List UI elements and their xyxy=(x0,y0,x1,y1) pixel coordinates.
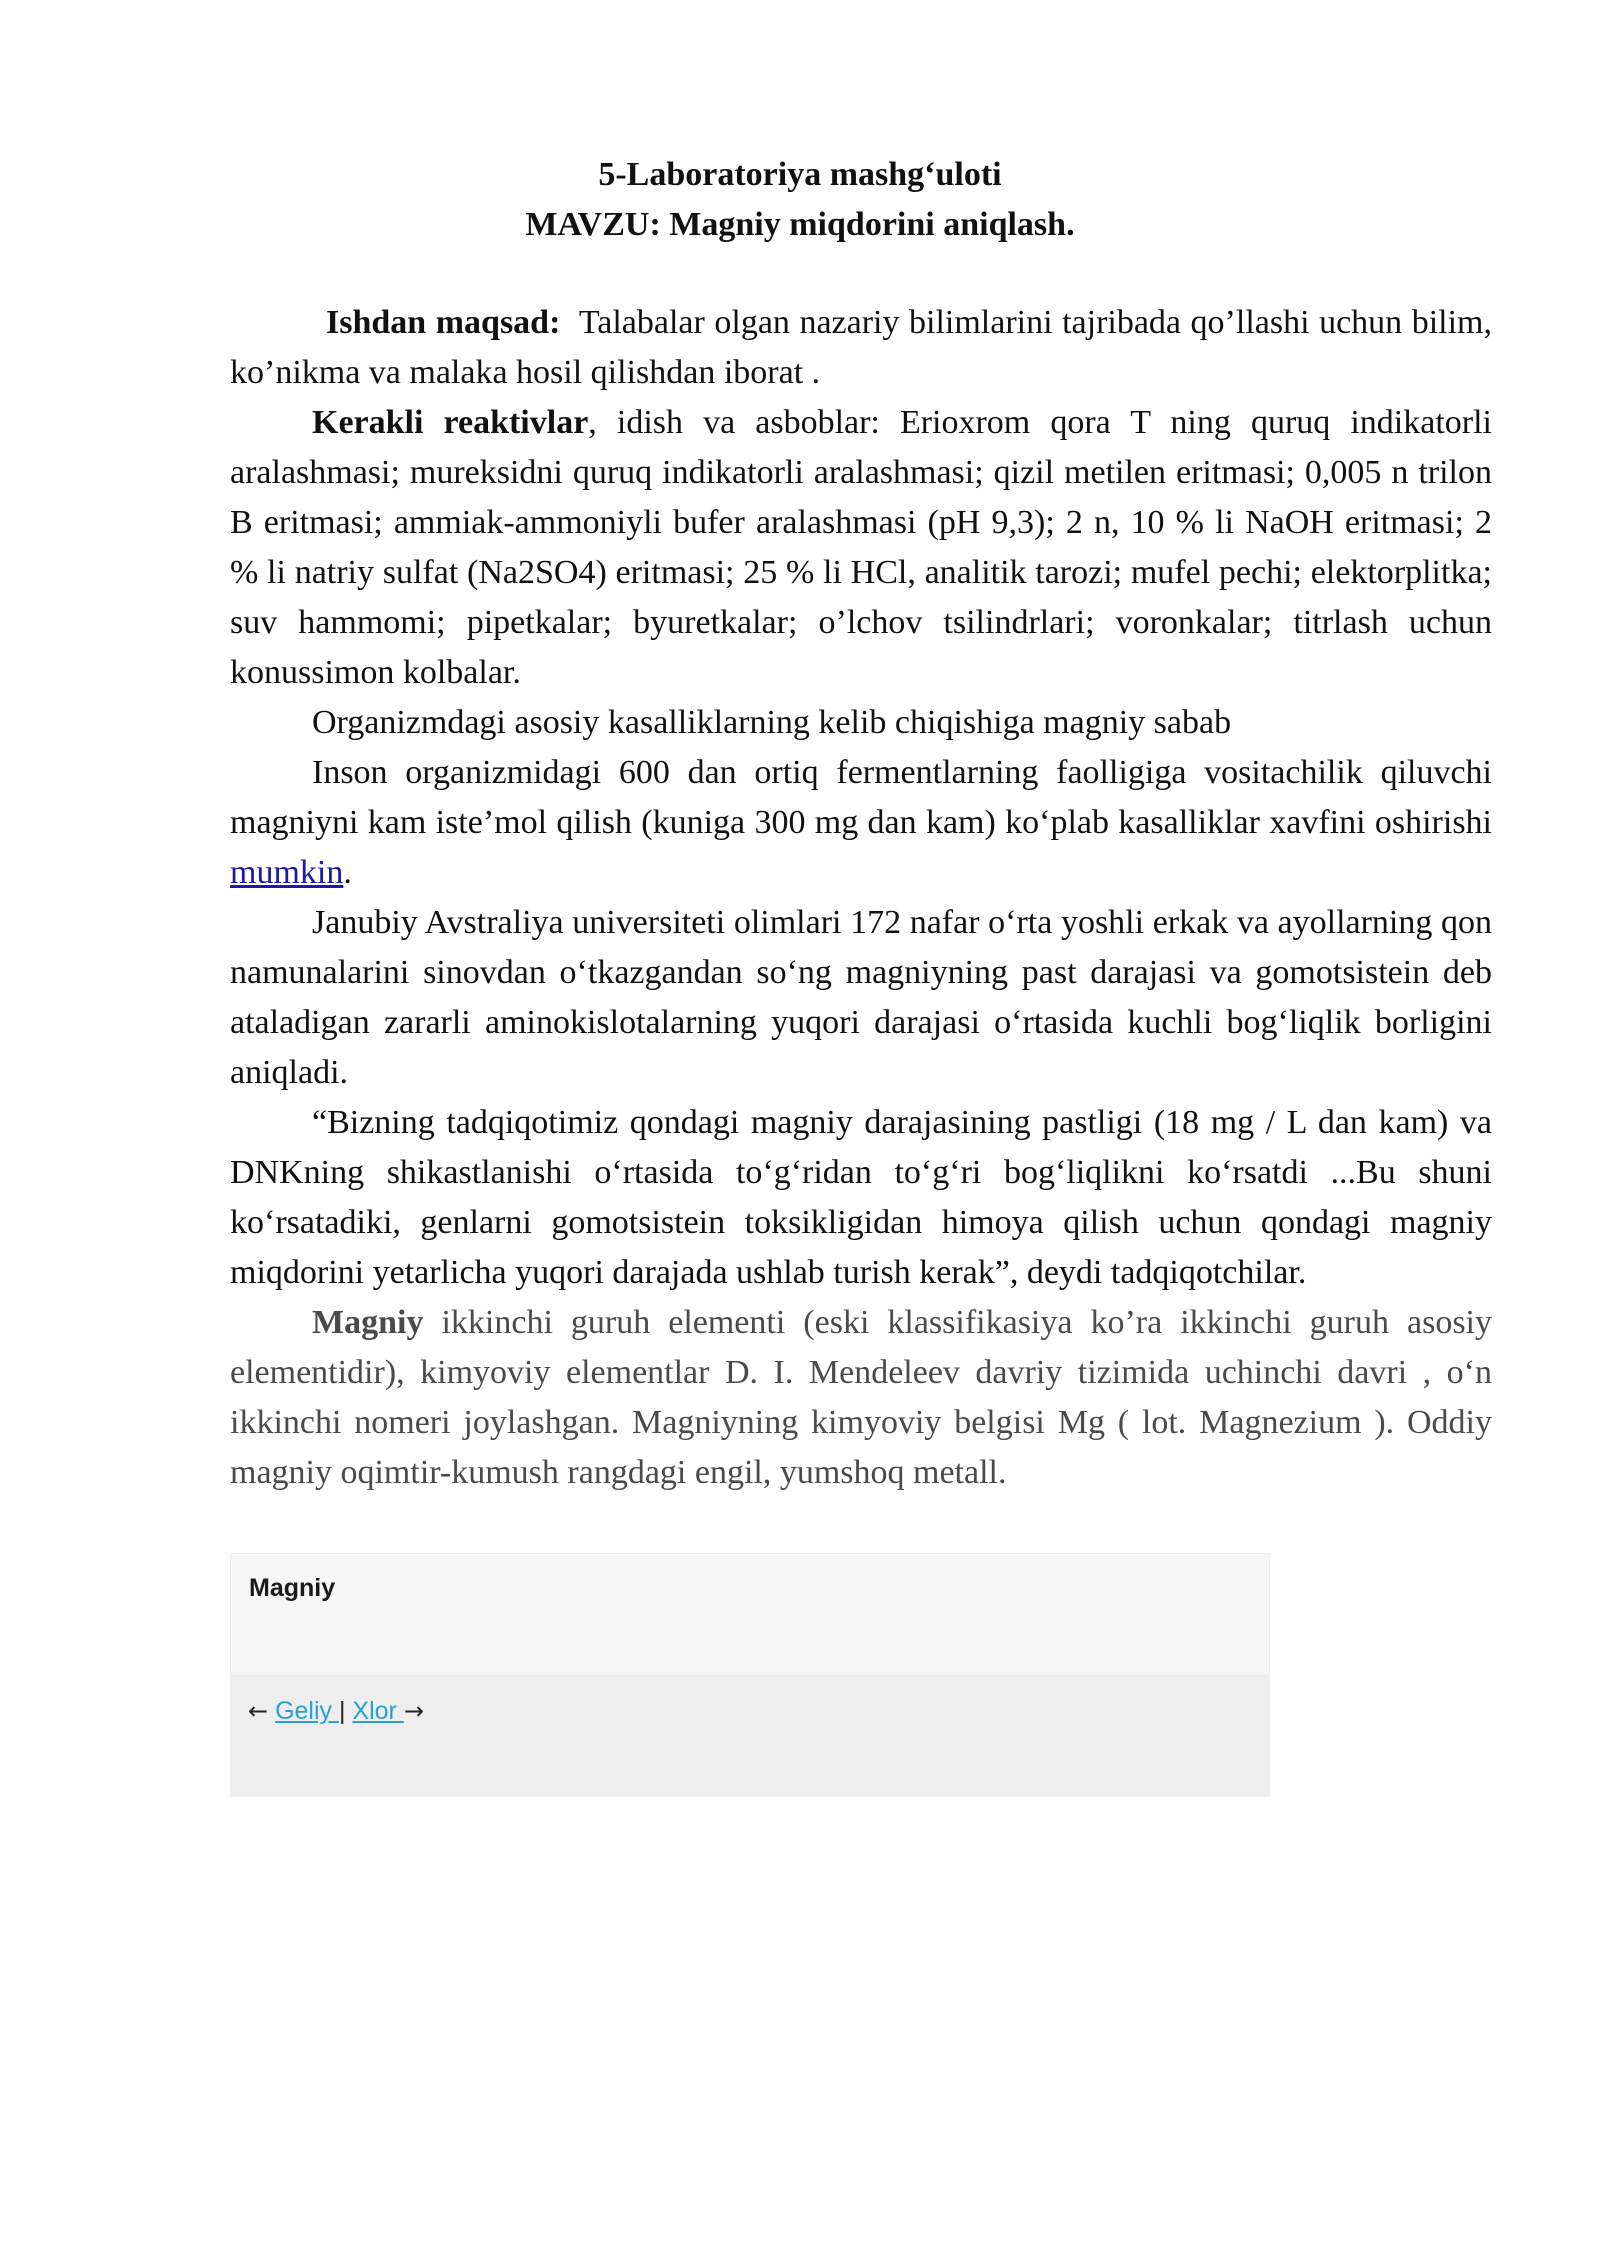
prev-element-link[interactable]: Geliy xyxy=(275,1697,339,1725)
lab-title: 5-Laboratoriya mashg‘uloti xyxy=(598,156,1002,193)
document-body xyxy=(230,298,1492,1498)
reagents-paragraph xyxy=(230,398,1492,698)
magnesium-text: ikkinchi guruh elementi (eski klassifikasiya ko’ra ikkinchi guruh asosiy elementidir), kimyoviy elementlar D. I. Mendeleev davriy tizimida uchinchi davri , o‘n ikkinchi nomeri joylashgan. Magniyning kimyoviy belgisi Mg ( lot. Magnezium ). Oddiy magniy oqimtir-kumush rangdagi engil, yumshoq metall. xyxy=(230,1304,1492,1491)
research-paragraph: Janubiy Avstraliya universiteti olimlari 172 nafar o‘rta yoshli erkak va ayollarning qon namunalarini sinovdan o‘tkazgandan so‘ng magniyning past darajasi va gomotsistein deb ataladigan zararli aminokislotalarning yuqori darajasi o‘rtasida kuchli bog‘liqlik borligini aniqladi. xyxy=(230,904,1492,1091)
mumkin-link[interactable]: mumkin xyxy=(230,854,344,891)
magnesium-paragraph xyxy=(230,1298,1492,1498)
infobox-heading: Magniy xyxy=(230,1553,1270,1675)
magnesium-label: Magniy xyxy=(312,1304,424,1341)
reagents-label: Kerakli reaktivlar xyxy=(312,404,589,441)
enzymes-tail: . xyxy=(343,854,352,891)
nav-separator: | xyxy=(338,1697,346,1725)
enzymes-paragraph xyxy=(230,748,1492,898)
reagents-text: , idish va asboblar: Erioxrom qora T ning quruq indikatorli aralashmasi; mureksidni quruq indikatorli aralashmasi; qizil metilen eritmasi; 0,005 n trilon B eritmasi; ammiak-ammoniyli bufer aralashmasi (pH 9,3); 2 n, 10 % li NaOH eritmasi; 2 % li natriy sulfat (Na2SO4) eritmasi; 25 % li HCl, analitik tarozi; mufel pechi; elektorplitka; suv hammomi; pipetkalar; byuretkalar; o’lchov tsilindrlari; voronkalar; titrlash uchun konussimon kolbalar. xyxy=(230,404,1493,691)
goal-paragraph xyxy=(230,298,1492,398)
enzymes-text: Inson organizmidagi 600 dan ortiq fermentlarning faolligiga vositachilik qiluvchi magniyni kam iste’mol qilish (kuniga 300 mg dan kam) ko‘plab kasalliklar xavfini oshirishi xyxy=(230,754,1492,841)
goal-text: Talabalar olgan nazariy bilimlarini tajribada qo’llashi uchun bilim, ko’nikma va malaka hosil qilishdan iborat . xyxy=(230,304,1492,391)
subheading-paragraph: Organizmdagi asosiy kasalliklarning kelib chiqishiga magniy sabab xyxy=(312,704,1232,741)
quote-paragraph: “Bizning tadqiqotimiz qondagi magniy darajasining pastligi (18 mg / L dan kam) va DNKning shikastlanishi o‘rtasida to‘g‘ridan to‘g‘ri bog‘liqlikni ko‘rsatdi ...Bu shuni ko‘rsatadiki, genlarni gomotsistein toksikligidan himoya qilish uchun qondagi magniy miqdorini yetarlicha yuqori darajada ushlab turish kerak”, deydi tadqiqotchilar. xyxy=(230,1104,1492,1291)
goal-label: Ishdan maqsad: xyxy=(326,304,561,341)
topic-title: MAVZU: Magniy miqdorini aniqlash. xyxy=(525,206,1075,243)
arrow-left-icon: ← xyxy=(248,1697,269,1725)
next-element-link[interactable]: Xlor xyxy=(352,1697,404,1725)
infobox-navigation xyxy=(230,1675,1270,1797)
element-infobox xyxy=(230,1553,1270,1797)
arrow-right-icon: → xyxy=(403,1697,424,1725)
